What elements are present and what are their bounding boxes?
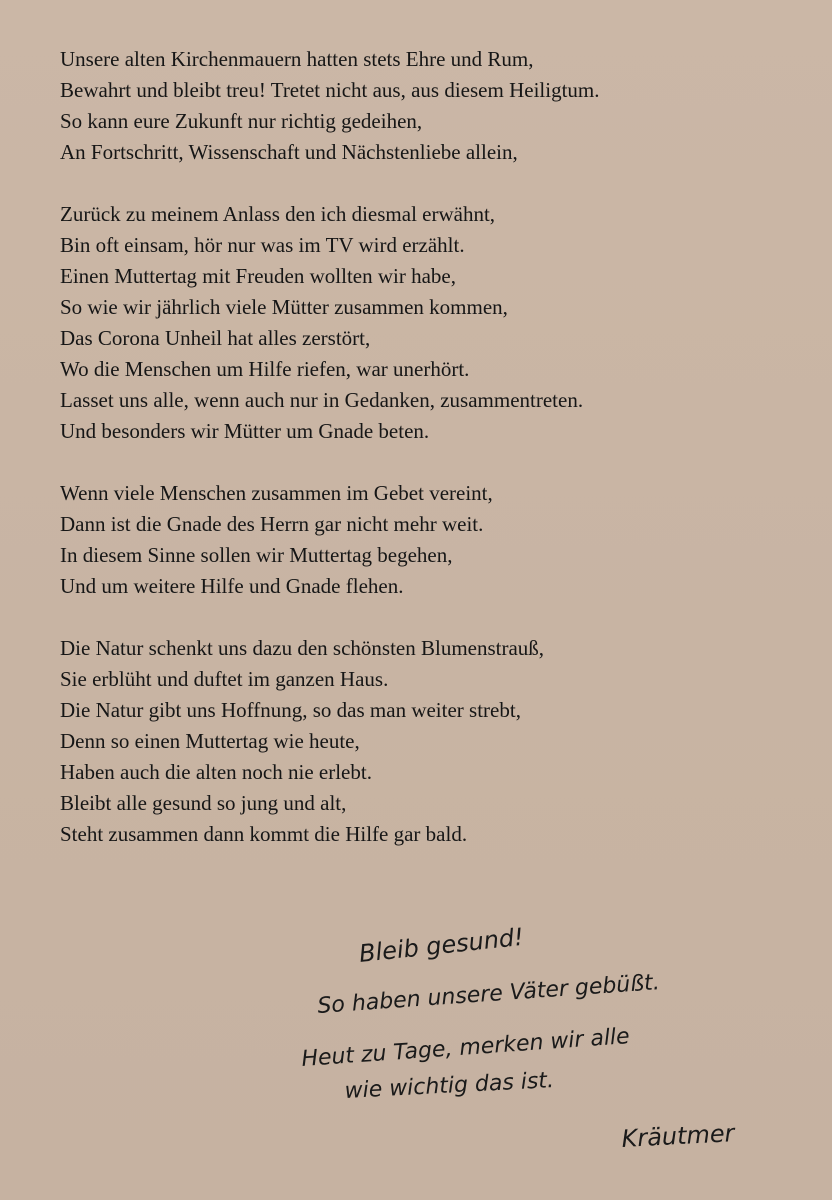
poem-line: Einen Muttertag mit Freuden wollten wir habe,	[60, 264, 456, 288]
poem-line: Die Natur schenkt uns dazu den schönsten Blumenstrauß,	[60, 636, 545, 660]
poem-line: Wenn viele Menschen zusammen im Gebet vereint,	[60, 481, 493, 505]
handwritten-line: wie wichtig das ist.	[344, 1068, 555, 1104]
poem-line: So kann eure Zukunft nur richtig gedeihen,	[60, 109, 423, 133]
poem-line: Denn so einen Muttertag wie heute,	[60, 729, 360, 753]
poem-line: So wie wir jährlich viele Mütter zusammen kommen,	[60, 295, 508, 319]
poem-line: Haben auch die alten noch nie erlebt.	[60, 760, 372, 784]
poem-line: Dann ist die Gnade des Herrn gar nicht mehr weit.	[60, 512, 484, 536]
poem-line: In diesem Sinne sollen wir Muttertag begehen,	[60, 543, 453, 567]
poem-line: Unsere alten Kirchenmauern hatten stets Ehre und Rum,	[60, 47, 534, 71]
poem-line: Wo die Menschen um Hilfe riefen, war unerhört.	[60, 357, 470, 381]
stanza-2	[60, 199, 810, 447]
poem-line: An Fortschritt, Wissenschaft und Nächstenliebe allein,	[60, 140, 518, 164]
poem-body	[60, 44, 810, 881]
poem-line: Lasset uns alle, wenn auch nur in Gedanken, zusammentreten.	[60, 388, 584, 412]
poem-line: Steht zusammen dann kommt die Hilfe gar bald.	[60, 822, 468, 846]
signature: Kräutmer	[620, 1119, 736, 1153]
poem-line: Zurück zu meinem Anlass den ich diesmal erwähnt,	[60, 202, 496, 226]
stanza-3	[60, 478, 810, 602]
poem-line: Das Corona Unheil hat alles zerstört,	[60, 326, 371, 350]
handwritten-line: So haben unsere Väter gebüßt.	[316, 970, 661, 1019]
poem-line: Bleibt alle gesund so jung und alt,	[60, 791, 347, 815]
handwritten-line: Heut zu Tage, merken wir alle	[300, 1024, 631, 1072]
handwritten-line: Bleib gesund!	[357, 922, 525, 968]
poem-line: Und besonders wir Mütter um Gnade beten.	[60, 419, 430, 443]
stanza-1	[60, 44, 810, 168]
poem-line: Und um weitere Hilfe und Gnade flehen.	[60, 574, 404, 598]
poem-line: Die Natur gibt uns Hoffnung, so das man weiter strebt,	[60, 698, 521, 722]
poem-line: Sie erblüht und duftet im ganzen Haus.	[60, 667, 389, 691]
stanza-4	[60, 633, 810, 850]
poem-line: Bewahrt und bleibt treu! Tretet nicht aus, aus diesem Heiligtum.	[60, 78, 600, 102]
poem-line: Bin oft einsam, hör nur was im TV wird erzählt.	[60, 233, 465, 257]
